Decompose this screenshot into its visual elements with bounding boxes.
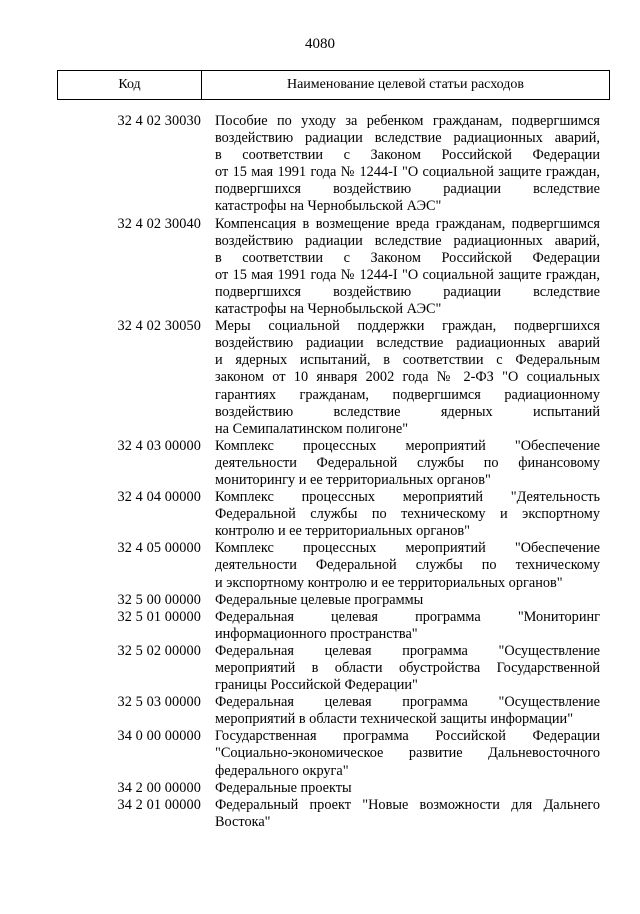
- row-code: 32 5 01 00000: [117, 608, 201, 625]
- row-name-line: подвергшихся воздействию радиации вследствие: [215, 283, 600, 300]
- row-name: [215, 489, 610, 540]
- row-name-line: катастрофы на Чернобыльской АЭС": [215, 198, 442, 215]
- row-name-line: "Социально-экономическое развитие Дальневосточного: [215, 745, 600, 762]
- row-code: 32 4 02 30030: [117, 113, 201, 129]
- row-code: 32 5 03 00000: [117, 694, 201, 711]
- row-name-line: Пособие по уходу за ребенком гражданам, подвергшимся: [215, 113, 600, 129]
- row-name-line: законом от 10 января 2002 года № 2-ФЗ "О социальных: [215, 369, 600, 386]
- row-name-line: Меры социальной поддержки граждан, подвергшихся: [215, 318, 600, 335]
- table-row: [57, 216, 610, 319]
- row-name-line: воздействию радиации вследствие радиационных аварий,: [215, 130, 600, 147]
- table-row: [57, 489, 610, 540]
- row-code: 32 4 02 30050: [117, 318, 201, 335]
- row-code: 34 2 00 00000: [117, 779, 201, 796]
- row-name-line: деятельности Федеральной службы по финансовому: [215, 454, 600, 471]
- row-name-line: Федеральной службы по техническому и экспортному: [215, 506, 600, 523]
- row-code: 32 5 02 00000: [117, 642, 201, 659]
- column-header-name: Наименование целевой статьи расходов: [286, 77, 525, 92]
- row-name-line: и ядерных испытаний, в соответствии с Федеральным: [215, 352, 600, 369]
- row-name-line: Государственная программа Российской Федерации: [215, 728, 600, 745]
- row-code: 32 4 04 00000: [117, 489, 201, 506]
- row-name-line: гарантиях гражданам, подвергшимся радиационному: [215, 386, 600, 403]
- table-row: [57, 592, 610, 609]
- row-name-line: в соответствии с Законом Российской Федерации: [215, 147, 600, 164]
- row-name-line: Федеральные проекты: [215, 779, 352, 796]
- row-name-line: Востока": [215, 813, 271, 830]
- row-name-line: и экспортному контролю и ее территориальных органов": [215, 574, 563, 591]
- row-name-line: Федеральные целевые программы: [215, 591, 424, 608]
- row-name-line: в соответствии с Законом Российской Федерации: [215, 249, 600, 266]
- column-header-code: Код: [58, 71, 202, 99]
- table-body: [57, 113, 610, 831]
- table-row: [57, 540, 610, 591]
- table-row: [57, 318, 610, 438]
- row-name-line: федерального округа": [215, 762, 349, 779]
- row-name-line: информационного пространства": [215, 625, 418, 642]
- row-name: [215, 113, 610, 216]
- table-row: [57, 438, 610, 489]
- row-name: [215, 540, 610, 591]
- table-row: [57, 780, 610, 797]
- row-code: 32 4 02 30040: [117, 215, 201, 232]
- row-code: 34 2 01 00000: [117, 796, 201, 813]
- row-code: 32 4 05 00000: [117, 540, 201, 557]
- row-name: [215, 728, 610, 779]
- row-code: 32 5 00 00000: [117, 591, 201, 608]
- table-row: [57, 694, 610, 728]
- row-code: 34 0 00 00000: [117, 728, 201, 745]
- row-name-line: воздействию вследствие ядерных испытаний: [215, 403, 600, 420]
- row-name-line: от 15 мая 1991 года № 1244-I "О социальной защите граждан,: [215, 266, 600, 283]
- row-name: [215, 797, 610, 831]
- row-name: [215, 216, 610, 319]
- row-name-line: мероприятий в области обустройства Государственной: [215, 660, 600, 676]
- row-name-line: катастрофы на Чернобыльской АЭС": [215, 301, 442, 318]
- row-name: [215, 609, 610, 643]
- table-row: [57, 113, 610, 216]
- row-name-line: Федеральная целевая программа "Мониторинг: [215, 608, 600, 625]
- row-name-line: Федеральный проект "Новые возможности для Дальнего: [215, 796, 600, 813]
- row-name: [215, 438, 610, 489]
- row-name: [215, 694, 610, 728]
- row-name-line: Федеральная целевая программа "Осуществление: [215, 642, 600, 659]
- page-number: 4080: [305, 36, 335, 52]
- row-name: [215, 318, 610, 438]
- row-name: [215, 643, 610, 694]
- row-name-line: Федеральная целевая программа "Осуществление: [215, 694, 600, 711]
- row-name-line: воздействию радиации вследствие радиационных аварий: [215, 335, 600, 352]
- table-row: [57, 728, 610, 779]
- table-row: [57, 609, 610, 643]
- table-row: [57, 643, 610, 694]
- row-name: [215, 592, 610, 609]
- row-name: [215, 780, 610, 797]
- row-name-line: мониторингу и ее территориальных органов": [215, 471, 491, 488]
- table-row: [57, 797, 610, 831]
- row-name-line: контролю и ее территориальных органов": [215, 523, 470, 540]
- row-name-line: мероприятий в области технической защиты информации": [215, 711, 574, 728]
- row-name-line: деятельности Федеральной службы по техническому: [215, 557, 600, 574]
- row-name-line: Комплекс процессных мероприятий "Обеспечение: [215, 540, 600, 557]
- row-name-line: воздействию радиации вследствие радиационных аварий,: [215, 232, 600, 249]
- table-header: [57, 70, 610, 100]
- row-code: 32 4 03 00000: [117, 437, 201, 454]
- row-name-line: Комплекс процессных мероприятий "Деятельность: [215, 489, 600, 506]
- row-name-line: границы Российской Федерации": [215, 677, 418, 694]
- row-name-line: подвергшихся воздействию радиации вследствие: [215, 181, 600, 198]
- row-name-line: Компенсация в возмещение вреда гражданам, подвергшимся: [215, 215, 600, 232]
- row-name-line: Комплекс процессных мероприятий "Обеспечение: [215, 437, 600, 454]
- row-name-line: на Семипалатинском полигоне": [215, 420, 409, 437]
- row-name-line: от 15 мая 1991 года № 1244-I "О социальной защите граждан,: [215, 164, 600, 181]
